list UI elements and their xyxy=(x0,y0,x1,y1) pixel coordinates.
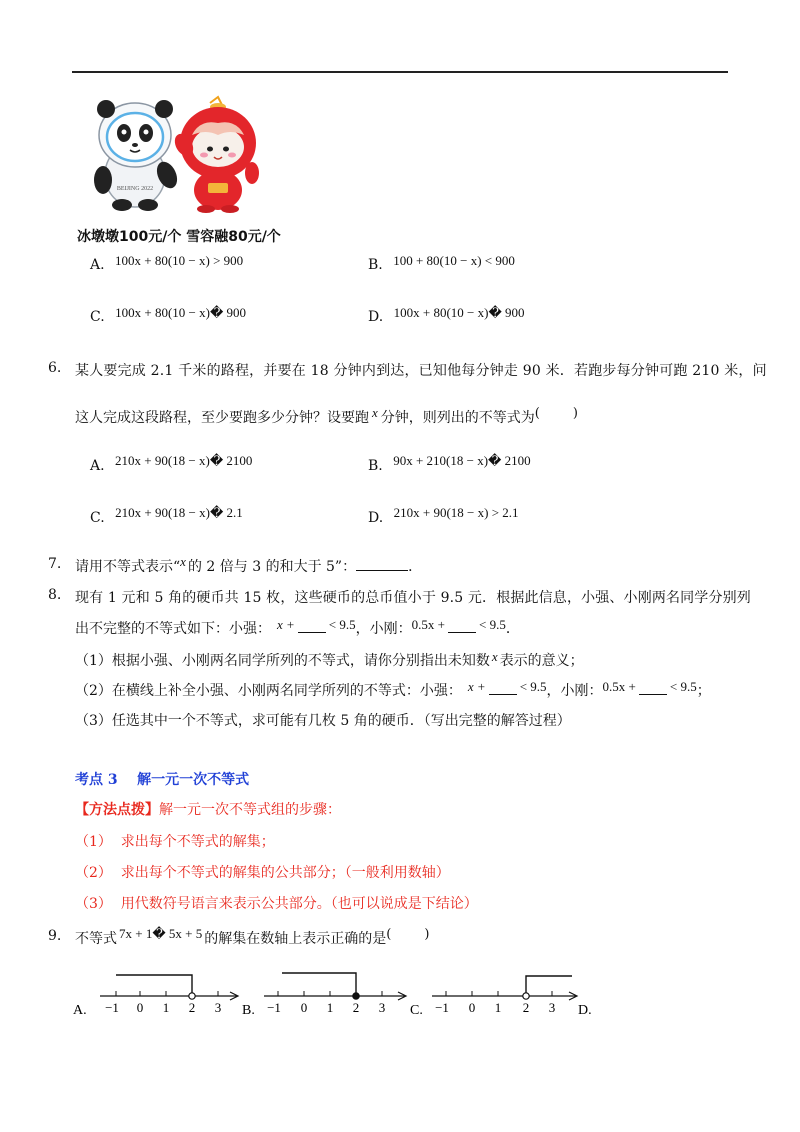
q6-option-c[interactable] xyxy=(90,505,243,526)
tick-label: 1 xyxy=(162,1000,170,1015)
expr-xiaoqiang: x + xyxy=(277,617,295,632)
option-label: D. xyxy=(368,309,384,325)
option-expr: 210x + 90(18 − x) > 2.1 xyxy=(393,505,519,520)
number-line-a xyxy=(72,970,242,1020)
mascot-image xyxy=(80,95,270,213)
less-than-9-5: < 9.5 xyxy=(328,617,356,632)
option-label: D. xyxy=(368,510,384,526)
q7-text xyxy=(75,556,422,576)
option-label: A. xyxy=(90,458,105,474)
q9-text-a: 不等式 xyxy=(75,931,117,947)
tick-label: 3 xyxy=(378,1000,386,1015)
step-3: （3） 用代数符号语言来表示公共部分。（也可以说成是下结论） xyxy=(75,896,478,912)
step-2: （2） 求出每个不等式的解集的公共部分；（一般利用数轴） xyxy=(75,865,450,881)
less-than-9-5: < 9.5 xyxy=(478,617,506,632)
q6-line-2 xyxy=(75,407,578,427)
tick-label: 0 xyxy=(468,1000,476,1015)
answer-paren: ( ) xyxy=(534,406,578,421)
blank-xiaogang-2[interactable] xyxy=(639,682,667,695)
option-label: A. xyxy=(73,1003,87,1018)
q7-end: ． xyxy=(408,559,423,575)
variable-x: x xyxy=(491,649,498,664)
number-line-c xyxy=(408,970,608,1020)
q5-option-c[interactable] xyxy=(90,305,247,325)
option-expr: 100 + 80(10 − x) < 900 xyxy=(393,253,515,268)
q6-option-b[interactable] xyxy=(368,453,531,474)
expr-xiaoqiang: x + xyxy=(467,679,486,694)
tick-label: 2 xyxy=(522,1000,530,1015)
tick-label: 1 xyxy=(494,1000,502,1015)
option-label: D. xyxy=(578,1003,592,1018)
q9-option-a[interactable] xyxy=(72,970,242,1020)
variable-x: x xyxy=(372,405,378,420)
q8-sub1-text-a: （1）根据小强、小刚两名同学所列的不等式，请你分别指出未知数 xyxy=(75,653,490,669)
q8-line-1: 现有 1 元和 5 角的硬币共 15 枚，这些硬币的总币值小于 9.5 元．根据此信息，小强、小刚两名同学分别列 xyxy=(75,590,751,606)
q6-text-a: 这人完成这段路程，至少要跑多少分钟？设要跑 xyxy=(75,410,369,426)
q8-number: 8. xyxy=(48,587,62,603)
q5-option-a[interactable] xyxy=(90,253,244,273)
q8-text-a: 出不完整的不等式如下：小强： xyxy=(75,621,271,637)
q8-sub2-text: （2）在横线上补全小强、小刚两名同学所列的不等式：小强： xyxy=(75,683,462,699)
q9-number: 9. xyxy=(48,928,62,944)
option-expr: 100x + 80(10 − x) > 900 xyxy=(115,253,244,268)
tick-label: 1 xyxy=(326,1000,334,1015)
q9-text xyxy=(75,928,429,948)
option-expr: 210x + 90(18 − x)� 2.1 xyxy=(115,505,243,520)
tick-label: 0 xyxy=(136,1000,144,1015)
blank-xiaoqiang[interactable] xyxy=(298,620,326,633)
q6-number: 6. xyxy=(48,360,62,376)
q9-inequality: 7x + 1� 5x + 5 xyxy=(119,926,203,941)
option-label: A. xyxy=(90,257,105,273)
q8-sub-2 xyxy=(75,680,711,700)
q6-option-d[interactable] xyxy=(368,505,519,526)
q8-comma: ，小刚： xyxy=(546,683,603,699)
q8-sub-1 xyxy=(75,650,584,670)
blank-xiaoqiang-2[interactable] xyxy=(489,682,517,695)
q8-comma: ，小刚： xyxy=(355,621,412,637)
q7-number: 7. xyxy=(48,556,62,572)
q8-line-2 xyxy=(75,618,520,638)
tick-label: −1 xyxy=(105,1000,119,1015)
option-expr: 90x + 210(18 − x)� 2100 xyxy=(393,453,531,468)
q6-option-a[interactable] xyxy=(90,453,253,474)
option-expr: 210x + 90(18 − x)� 2100 xyxy=(115,453,253,468)
q9-option-b[interactable] xyxy=(240,970,410,1020)
option-label: B. xyxy=(368,257,383,273)
option-label: C. xyxy=(410,1003,423,1018)
option-label: B. xyxy=(368,458,383,474)
section-title: 考点 3 解一元一次不等式 xyxy=(75,772,250,788)
tick-label: −1 xyxy=(435,1000,449,1015)
tick-label: −1 xyxy=(267,1000,281,1015)
expr-xiaogang: 0.5x + xyxy=(602,679,636,694)
option-expr: 100x + 80(10 − x)� 900 xyxy=(393,305,525,320)
q9-text-b: 的解集在数轴上表示正确的是 xyxy=(204,931,387,947)
option-label: B. xyxy=(242,1003,255,1018)
bing-dwen-dwen-mascot xyxy=(94,100,181,211)
variable-x: x xyxy=(180,554,186,569)
tick-label: 2 xyxy=(352,1000,360,1015)
tick-label: 3 xyxy=(214,1000,222,1015)
step-1: （1） 求出每个不等式的解集； xyxy=(75,834,275,850)
q5-option-b[interactable] xyxy=(368,253,515,273)
option-label: C. xyxy=(90,510,105,526)
q8-sub2-end: ； xyxy=(696,683,711,699)
q6-line-1: 某人要完成 2.1 千米的路程，并要在 18 分钟内到达，已知他每分钟走 90 米．若跑步每分钟可跑 210 米，问 xyxy=(75,363,767,379)
tick-label: 2 xyxy=(188,1000,196,1015)
less-than-9-5: < 9.5 xyxy=(669,679,697,694)
answer-paren: ( ) xyxy=(386,927,430,942)
less-than-9-5: < 9.5 xyxy=(519,679,547,694)
number-line-b xyxy=(240,970,410,1020)
answer-blank[interactable] xyxy=(356,558,408,571)
method-tip xyxy=(75,799,341,819)
expr-xiaogang: 0.5x + xyxy=(411,617,445,632)
mascot-caption: 冰墩墩100元/个 雪容融80元/个 xyxy=(77,229,281,245)
q6-text-b: 分钟，则列出的不等式为 xyxy=(380,410,535,426)
option-label: C. xyxy=(90,309,105,325)
mascots-svg xyxy=(80,95,270,213)
q7-text-b: 的 2 倍与 3 的和大于 5”： xyxy=(187,559,357,575)
option-expr: 100x + 80(10 − x)� 900 xyxy=(115,305,247,320)
tip-label: 【方法点拨】 xyxy=(75,802,159,818)
tick-label: 0 xyxy=(300,1000,308,1015)
tip-text: 解一元一次不等式组的步骤： xyxy=(159,802,341,818)
q8-end: ． xyxy=(505,621,520,637)
q7-text-a: 请用不等式表示“ xyxy=(75,559,181,575)
tick-label: 3 xyxy=(548,1000,556,1015)
header-rule xyxy=(72,71,728,73)
q8-sub1-text-b: 表示的意义； xyxy=(499,653,584,669)
q9-option-c[interactable] xyxy=(408,970,608,1020)
mascot-board-text: BEIJING 2022 xyxy=(116,186,154,192)
blank-xiaogang[interactable] xyxy=(448,620,476,633)
q5-option-d[interactable] xyxy=(368,305,525,325)
q8-sub-3: （3）任选其中一个不等式，求可能有几枚 5 角的硬币．（写出完整的解答过程） xyxy=(75,713,571,729)
shuey-rhon-rhon-mascot xyxy=(171,97,259,213)
